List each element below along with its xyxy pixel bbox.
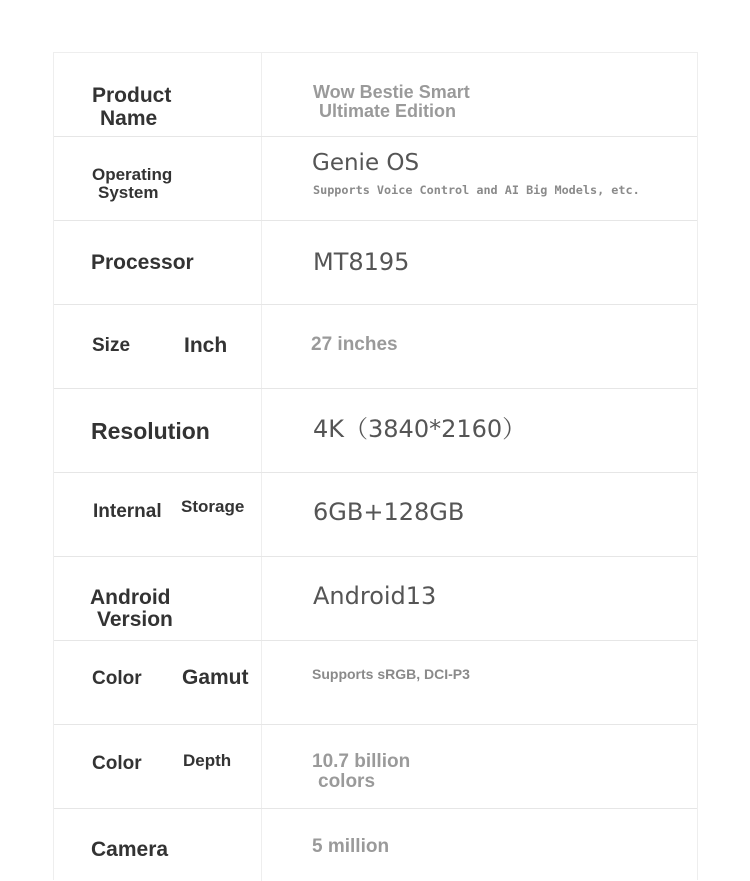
spec-label-part2: Storage	[181, 497, 245, 516]
spec-label-part1: Color	[92, 668, 142, 689]
spec-table	[53, 52, 698, 880]
spec-label-part1: Size	[92, 335, 131, 356]
spec-row-processor	[54, 221, 697, 305]
spec-label-part1: Color	[92, 753, 142, 774]
spec-label: Resolution	[91, 418, 210, 444]
spec-label-part2: Gamut	[182, 666, 249, 689]
spec-value: 6GB+128GB	[313, 498, 465, 526]
spec-value: 27 inches	[311, 334, 398, 355]
spec-value: Supports sRGB, DCI-P3	[312, 666, 470, 682]
spec-value-line1: Wow Bestie Smart	[313, 82, 470, 102]
spec-value: Genie OS	[312, 150, 420, 176]
spec-row-size	[54, 305, 697, 389]
spec-row-color-gamut	[54, 641, 697, 725]
spec-label: Processor	[91, 251, 194, 274]
spec-label-line1: Operating	[92, 165, 173, 184]
spec-row-internal-storage	[54, 473, 697, 557]
spec-label-line1: Android	[90, 586, 171, 609]
spec-value-line1: 10.7 billion	[312, 751, 411, 772]
spec-row-camera	[54, 809, 697, 881]
spec-label-part1: Internal	[93, 501, 162, 522]
spec-value: 5 million	[312, 836, 390, 857]
spec-label-part2: Inch	[184, 334, 228, 357]
spec-label-line2: Name	[100, 107, 158, 130]
spec-row-resolution	[54, 389, 697, 473]
spec-label-line1: Product	[92, 84, 172, 107]
spec-value: 4K（3840*2160）	[313, 415, 527, 443]
spec-row-android-version	[54, 557, 697, 641]
spec-label-line2: System	[98, 183, 159, 202]
spec-row-operating-system	[54, 137, 697, 221]
spec-value: MT8195	[313, 248, 410, 276]
spec-value: Android13	[313, 582, 437, 610]
spec-label: Camera	[91, 838, 169, 861]
spec-label-line2: Version	[97, 608, 173, 631]
spec-value-line2: Ultimate Edition	[319, 101, 457, 121]
spec-value-note: Supports Voice Control and AI Big Models, etc.	[313, 183, 640, 197]
spec-value-line2: colors	[318, 771, 376, 792]
spec-row-product-name	[54, 53, 697, 137]
spec-label-part2: Depth	[183, 751, 232, 770]
spec-row-color-depth	[54, 725, 697, 809]
